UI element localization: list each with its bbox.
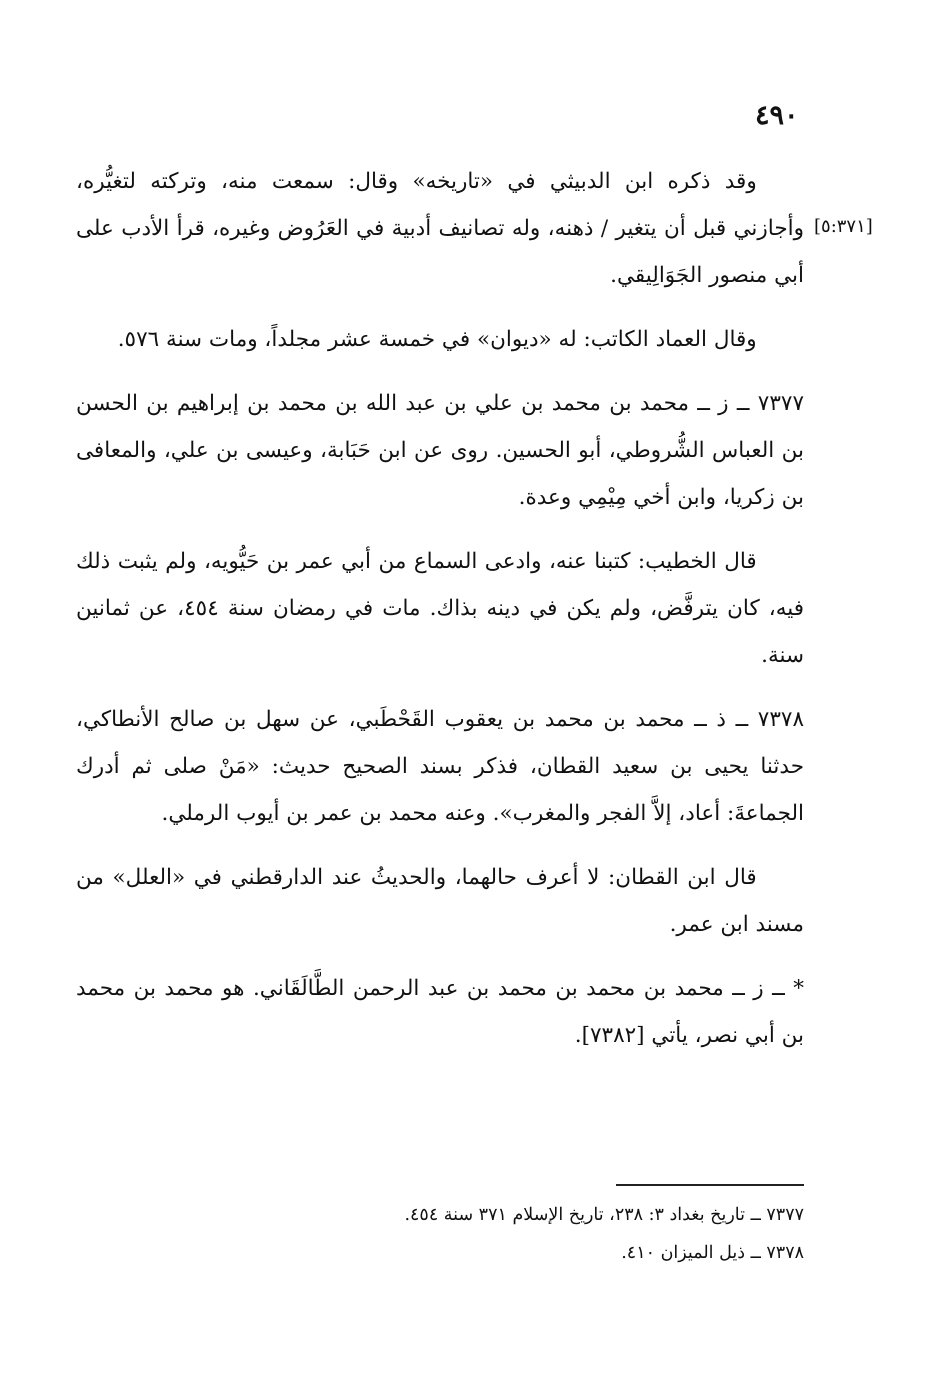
footnote-7378: ٧٣٧٨ ــ ذيل الميزان ٤١٠. — [621, 1243, 804, 1263]
footnotes — [120, 1196, 804, 1272]
side-reference: [٥:٣٧١] — [814, 216, 873, 237]
entry-7378: ٧٣٧٨ ــ ذ ــ محمد بن محمد بن يعقوب القَحْطَبي، عن سهل بن صالح الأنطاكي، حدثنا يحيى بن سعيد القطان، فذكر بسند الصحيح حديث: «مَنْ صلى ثم أدرك الجماعةَ: أعاد، إلاَّ الفجر والمغرب». وعنه محمد بن عمر بن أيوب الرملي. — [76, 707, 804, 826]
footnote-divider — [616, 1184, 804, 1186]
paragraph-ibn-qattan: قال ابن القطان: لا أعرف حالهما، والحديثُ عند الدارقطني في «العلل» من مسند ابن عمر. — [76, 865, 804, 937]
paragraph-dubaythi: وقد ذكره ابن الدبيثي في «تاريخه» وقال: سمعت منه، وتركته لتغيُّره، وأجازني قبل أن يتغير / ذهنه، وله تصانيف أدبية في العَرُوض وغيره، قرأ الأدب على أبي منصور الجَوَالِيقي. — [76, 169, 804, 288]
entry-taliqani: * ــ ز ــ محمد بن محمد بن محمد بن عبد الرحمن الطَّالَقَاني. هو محمد بن محمد بن أبي نصر، يأتي [٧٣٨٢]. — [76, 976, 804, 1048]
footnote-7377: ٧٣٧٧ ــ تاريخ بغداد ٣: ٢٣٨، تاريخ الإسلام ٣٧١ سنة ٤٥٤. — [404, 1205, 804, 1225]
paragraph-khatib: قال الخطيب: كتبنا عنه، وادعى السماع من أبي عمر بن حَيُّويه، ولم يثبت ذلك فيه، كان يترفَّض، ولم يكن في دينه بذاك. مات في رمضان سنة ٤٥٤، عن ثمانين سنة. — [76, 549, 804, 668]
paragraph-imad: وقال العماد الكاتب: له «ديوان» في خمسة عشر مجلداً، ومات سنة ٥٧٦. — [117, 327, 757, 352]
page-number: ٤٩٠ — [755, 100, 799, 131]
entry-7377: ٧٣٧٧ ــ ز ــ محمد بن محمد بن علي بن عبد الله بن محمد بن إبراهيم بن الحسن بن العباس الشُّروطي، أبو الحسين. روى عن ابن حَبَابة، وعيسى بن علي، والمعافى بن زكريا، وابن أخي مِيْمِي وعدة. — [76, 391, 804, 510]
main-text — [76, 158, 804, 1076]
